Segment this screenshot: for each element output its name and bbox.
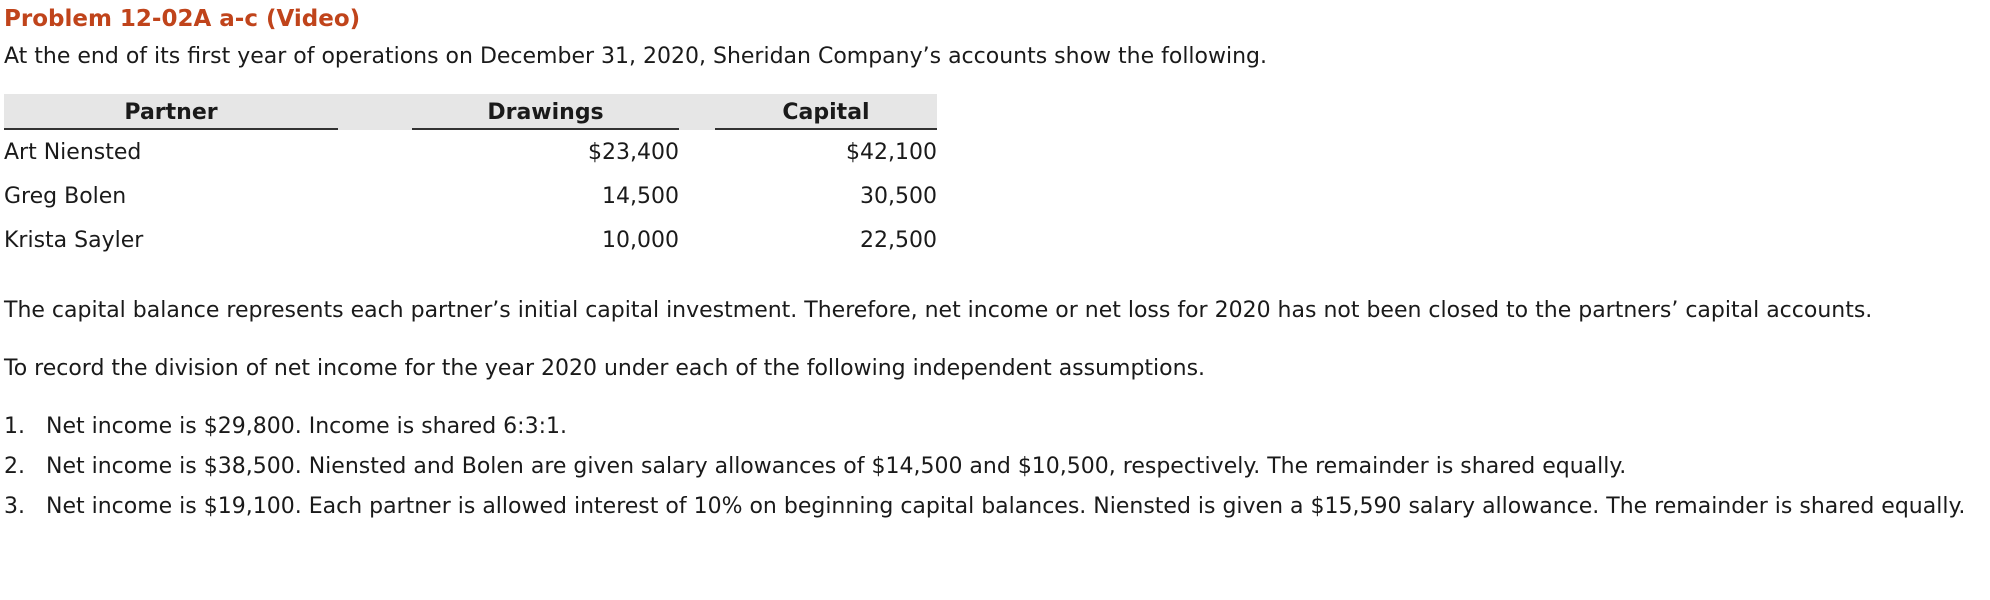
list-item-text: Net income is $38,500. Niensted and Bolen are given salary allowances of $14,500 and $10,500, respectively. The remainder is shared equally.: [46, 454, 1627, 479]
header-capital: Capital: [715, 94, 937, 130]
header-partner: Partner: [4, 94, 376, 130]
partner-accounts-table: [4, 94, 937, 262]
partner-name: Greg Bolen: [4, 183, 127, 209]
header-drawings: Drawings: [412, 94, 679, 130]
problem-title: Problem 12-02A a-c (Video): [4, 6, 361, 32]
list-item-number: 1.: [4, 414, 25, 439]
table-header-row: [4, 94, 937, 130]
capital-note-paragraph: The capital balance represents each partner’s initial capital investment. Therefore, net income or net loss for 2020 has not been closed to the partners’ capital accounts.: [4, 298, 1873, 323]
table-row: [4, 174, 937, 218]
partner-name: Art Niensted: [4, 139, 142, 165]
instruction-paragraph: To record the division of net income for the year 2020 under each of the following independent assumptions.: [4, 356, 1206, 381]
list-item-number: 2.: [4, 454, 25, 479]
list-item: [4, 412, 1979, 442]
partner-drawings: $23,400: [588, 139, 679, 165]
partner-name: Krista Sayler: [4, 227, 144, 253]
problem-page: [4, 4, 1979, 532]
problem-intro: At the end of its first year of operations on December 31, 2020, Sheridan Company’s accounts show the following.: [4, 44, 1268, 69]
table-row: [4, 130, 937, 174]
table-row: [4, 218, 937, 262]
list-item: [4, 452, 1979, 482]
partner-drawings: 14,500: [602, 183, 679, 209]
list-item: [4, 492, 1979, 522]
partner-capital: $42,100: [846, 139, 937, 165]
partner-capital: 22,500: [860, 227, 937, 253]
list-item-text: Net income is $29,800. Income is shared 6:3:1.: [46, 414, 567, 439]
header-gap: [679, 94, 715, 130]
header-gap: [376, 94, 412, 130]
assumptions-list: [4, 412, 1979, 522]
list-item-text: Net income is $19,100. Each partner is allowed interest of 10% on beginning capital balances. Niensted is given a $15,590 salary allowance. The remainder is shared equally.: [46, 494, 1966, 519]
partner-drawings: 10,000: [602, 227, 679, 253]
list-item-number: 3.: [4, 494, 25, 519]
partner-capital: 30,500: [860, 183, 937, 209]
